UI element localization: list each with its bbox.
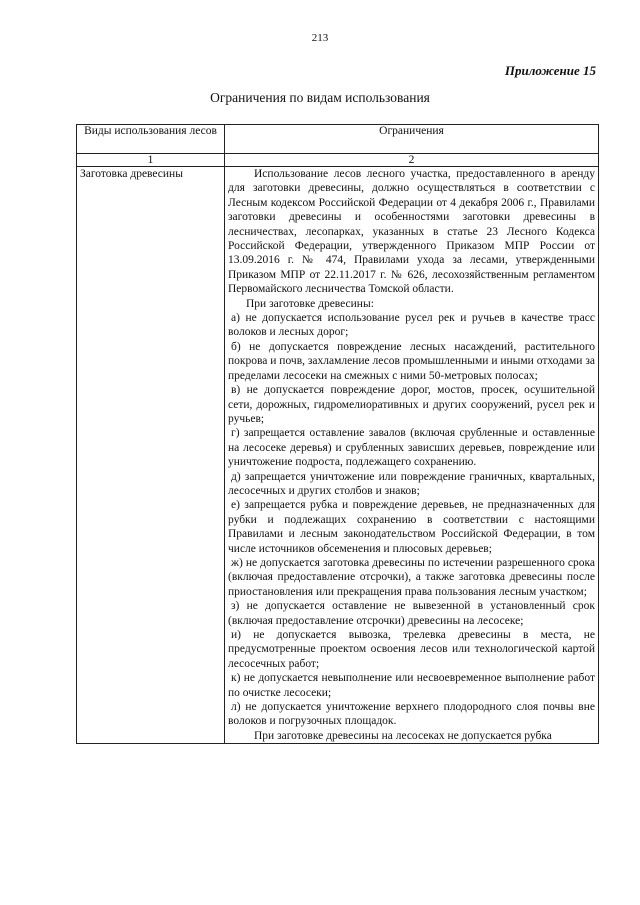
use-type-cell: Заготовка древесины (77, 167, 225, 744)
restriction-item-i: и) не допускается вывозка, трелевка древесины в места, не предусмотренные проектом освоения лесов или технологической картой лесосечных работ; (228, 629, 595, 670)
restriction-item-g: г) запрещается оставление завалов (включая срубленные и оставленные на лесосеке деревья) и срубленных зависших деревьев, повреждение или уничтожение подроста, подлежащего сохранению. (228, 427, 595, 469)
column-number-2: 2 (225, 154, 599, 167)
restriction-item-a: а) не допускается использование русел рек и ручьев в качестве трасс волоков и лесных дорог; (228, 312, 595, 339)
restriction-item-zh: ж) не допускается заготовка древесины по истечении разрешенного срока (включая предоставление отсрочки), а также заготовка древесины после приостановления или прекращения права пользования лесным участком; (228, 556, 595, 598)
restriction-item-l: л) не допускается уничтожение верхнего плодородного слоя почвы вне волоков и погрузочных площадок. (228, 701, 595, 728)
page-number: 213 (311, 32, 329, 44)
restrictions-cell (225, 167, 599, 744)
lead-paragraph: При заготовке древесины: (246, 297, 374, 310)
restriction-item-b: б) не допускается повреждение лесных насаждений, растительного покрова и почв, захламление лесов промышленными и иными отходами за пределами лесосеки на смежных с ними 50-метровых полосах; (228, 340, 595, 382)
intro-paragraph: Использование лесов лесного участка, предоставленного в аренду для заготовки древесины, должно осуществляться в соответствии с Лесным кодексом Российской Федерации от 4 декабря 2006 г., Правилами заготовки древесины и особенностями заготовки древесины в лесничествах, лесопарках, указанных в статье 23 Лесного Кодекса Российской Федерации, утвержденного Приказом МПР России от 13.09.2016 г. № 474, Правилами ухода за лесами, утвержденными Приказом МПР от 22.11.2017 г. № 626, лесохозяйственным регламентом Первомайского лесничества Томской области. (228, 168, 595, 296)
column-number-1: 1 (77, 154, 225, 167)
restriction-item-d: д) запрещается уничтожение или повреждение граничных, квартальных, лесосечных и других столбов и знаков; (228, 470, 595, 497)
appendix-label: Приложение 15 (504, 63, 596, 78)
restriction-item-e: е) запрещается рубка и повреждение деревьев, не предназначенных для рубки и подлежащих сохранению в соответствии с настоящими Правилами и лесным законодательством Российской Федерации, в том числе источников обсеменения и плюсовых деревьев; (228, 499, 595, 555)
restriction-item-v: в) не допускается повреждение дорог, мостов, просек, осушительной сети, дорожных, гидромелиоративных и других сооружений, русел рек и ручьев; (228, 384, 595, 425)
table-row (77, 167, 599, 744)
table-number-row (77, 154, 599, 167)
table-header-row (77, 125, 599, 154)
restriction-item-k: к) не допускается невыполнение или несвоевременное выполнение работ по очистке лесосеки; (228, 672, 595, 699)
document-title: Ограничения по видам использования (210, 90, 430, 105)
restrictions-table (76, 124, 599, 744)
closing-paragraph: При заготовке древесины на лесосеках не допускается рубка (254, 729, 552, 742)
restriction-item-z: з) не допускается оставление не вывезенной в установленный срок (включая предоставление отсрочки) древесины на лесосеке; (228, 600, 595, 627)
header-use-types: Виды использования лесов (77, 125, 225, 154)
header-restrictions: Ограничения (225, 125, 599, 154)
